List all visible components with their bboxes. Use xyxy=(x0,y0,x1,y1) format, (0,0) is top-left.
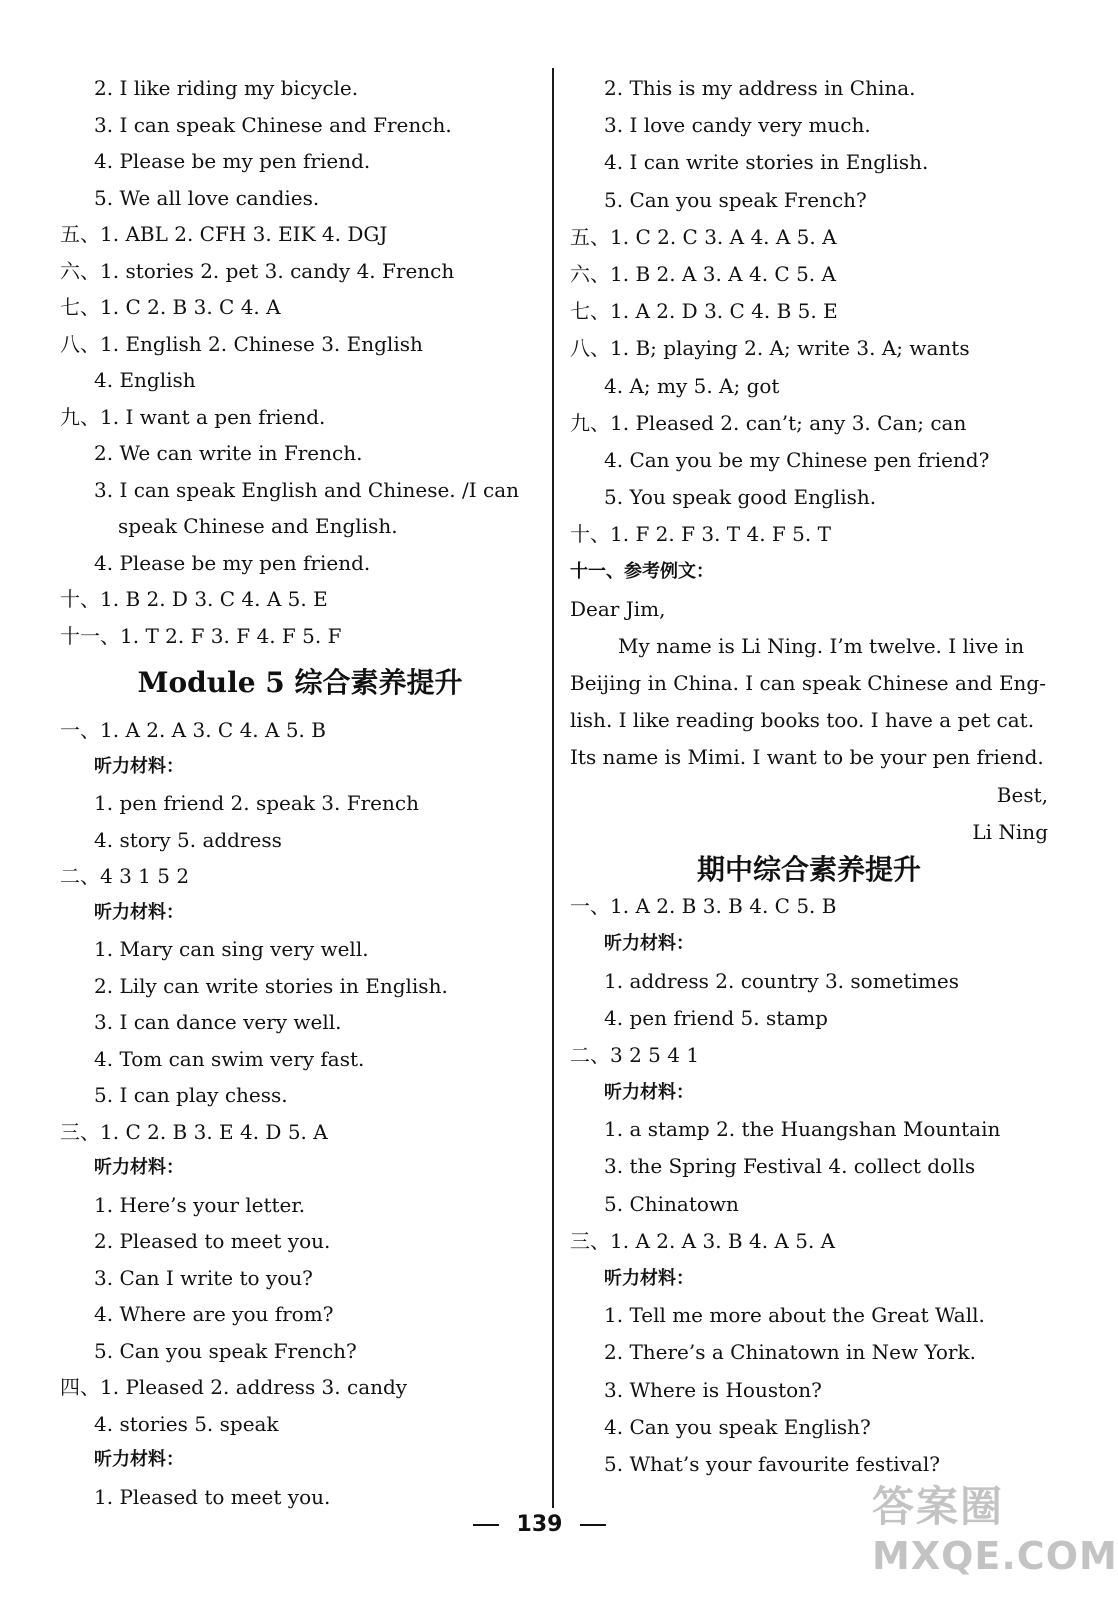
answer-line: 1. pen friend 2. speak 3. French xyxy=(94,791,419,815)
answer-line: 2. There’s a Chinatown in New York. xyxy=(604,1340,976,1365)
answer-line: 四、1. Pleased 2. address 3. candy xyxy=(60,1375,408,1399)
answer-line: 听力材料： xyxy=(94,1449,184,1470)
answer-line: 3. Can I write to you? xyxy=(94,1265,313,1290)
answer-line: 3. I can speak Chinese and French. xyxy=(94,112,452,137)
right-column xyxy=(570,70,1048,1483)
answer-line: 一、1. A 2. B 3. B 4. C 5. B xyxy=(570,894,837,919)
answer-line: Beijing in China. I can speak Chinese and Eng- xyxy=(570,671,1046,695)
answer-line: 2. Pleased to meet you. xyxy=(94,1229,331,1253)
answer-line: 十一、参考例文： xyxy=(570,561,714,583)
answer-line: 听力材料： xyxy=(94,901,184,923)
answer-line: 七、1. A 2. D 3. C 4. B 5. E xyxy=(570,299,838,324)
answer-line: 5. What’s your favourite festival? xyxy=(604,1451,940,1476)
section-title: Module 5 综合素养提升 xyxy=(137,666,463,699)
answer-line: 3. I can dance very well. xyxy=(94,1010,342,1034)
left-column xyxy=(60,70,540,1515)
answer-line: 5. I can play chess. xyxy=(94,1083,288,1107)
footer-dash-left xyxy=(473,1524,499,1526)
answer-line: 3. I can speak English and Chinese. /I can xyxy=(94,477,520,502)
answer-line: 5. Chinatown xyxy=(604,1191,739,1216)
answer-line: speak Chinese and English. xyxy=(118,514,398,538)
column-divider xyxy=(552,68,554,1508)
answer-line: 2. We can write in French. xyxy=(94,441,363,465)
answer-line: 2. This is my address in China. xyxy=(604,76,916,100)
answer-line: 听力材料： xyxy=(94,1157,184,1178)
watermark-bottom-text: MXQE.COM xyxy=(872,1534,1118,1578)
answer-line: 二、3 2 5 4 1 xyxy=(570,1042,700,1067)
answer-line: 八、1. B; playing 2. A; write 3. A; wants xyxy=(570,336,970,361)
answer-line: 4. Please be my pen friend. xyxy=(94,149,371,173)
answer-line: 5. Can you speak French? xyxy=(604,187,867,212)
answer-line: 1. Mary can sing very well. xyxy=(94,937,369,961)
answer-line: 十、1. F 2. F 3. T 4. F 5. T xyxy=(570,522,831,547)
answer-line: 4. story 5. address xyxy=(94,827,282,852)
page-number: 139 xyxy=(516,1512,563,1537)
answer-line: 七、1. C 2. B 3. C 4. A xyxy=(60,295,281,319)
answer-line: Its name is Mimi. I want to be your pen friend. xyxy=(570,745,1044,770)
answer-line: My name is Li Ning. I’m twelve. I live in xyxy=(618,633,1025,658)
answer-line: 4. English xyxy=(94,368,196,392)
answer-line: lish. I like reading books too. I have a pet cat. xyxy=(570,708,1035,733)
answer-line: Li Ning xyxy=(972,819,1048,844)
answer-line: 九、1. I want a pen friend. xyxy=(60,404,326,429)
answer-line: 六、1. stories 2. pet 3. candy 4. French xyxy=(60,258,455,283)
answer-line: 一、1. A 2. A 3. C 4. A 5. B xyxy=(60,718,326,742)
answer-line: 五、1. ABL 2. CFH 3. EIK 4. DGJ xyxy=(60,222,388,246)
answer-line: 3. I love candy very much. xyxy=(604,113,871,138)
answer-line: 九、1. Pleased 2. can’t; any 3. Can; can xyxy=(570,410,967,435)
answer-line: 八、1. English 2. Chinese 3. English xyxy=(60,331,423,356)
answer-line: 4. Can you speak English? xyxy=(604,1414,871,1439)
answer-line: 三、1. A 2. A 3. B 4. A 5. A xyxy=(570,1228,836,1253)
answer-line: 1. a stamp 2. the Huangshan Mountain xyxy=(604,1117,1001,1142)
answer-line: 4. Where are you from? xyxy=(94,1302,334,1326)
answer-line: 4. Can you be my Chinese pen friend? xyxy=(604,447,990,472)
answer-line: 3. the Spring Festival 4. collect dolls xyxy=(604,1154,976,1179)
section-title: 期中综合素养提升 xyxy=(696,852,921,886)
answer-line: 5. Can you speak French? xyxy=(94,1338,357,1363)
answer-line: 5. You speak good English. xyxy=(604,485,877,510)
answer-line: 六、1. B 2. A 3. A 4. C 5. A xyxy=(570,261,836,286)
answer-line: 听力材料： xyxy=(604,933,694,955)
answer-line: 4. Tom can swim very fast. xyxy=(94,1046,365,1071)
watermark-logo xyxy=(872,1474,1118,1592)
answer-line: 五、1. C 2. C 3. A 4. A 5. A xyxy=(570,224,837,249)
answer-line: 4. Please be my pen friend. xyxy=(94,550,371,575)
answer-line: 1. address 2. country 3. sometimes xyxy=(604,968,959,993)
footer-dash-right xyxy=(580,1524,606,1526)
watermark-top-text: 答案圈 xyxy=(872,1482,1005,1531)
answer-line: 听力材料： xyxy=(94,755,184,777)
answer-line: 2. Lily can write stories in English. xyxy=(94,973,448,998)
answer-line: 4. A; my 5. A; got xyxy=(604,373,780,398)
answer-line: Best, xyxy=(996,782,1048,807)
answer-line: 听力材料： xyxy=(604,1268,694,1289)
answer-line: 二、4 3 1 5 2 xyxy=(60,864,190,888)
answer-line: 十、1. B 2. D 3. C 4. A 5. E xyxy=(60,587,328,611)
answer-line: 4. stories 5. speak xyxy=(94,1411,279,1436)
answer-line: 1. Here’s your letter. xyxy=(94,1192,306,1217)
answer-line: 5. We all love candies. xyxy=(94,185,320,210)
answer-line: 4. pen friend 5. stamp xyxy=(604,1005,828,1030)
answer-line: 4. I can write stories in English. xyxy=(604,150,929,175)
answer-line: 1. Pleased to meet you. xyxy=(94,1484,331,1509)
answer-line: 十一、1. T 2. F 3. F 4. F 5. F xyxy=(60,623,342,648)
answer-line: 三、1. C 2. B 3. E 4. D 5. A xyxy=(60,1119,328,1144)
answer-line: 2. I like riding my bicycle. xyxy=(94,76,359,100)
answer-line: 听力材料： xyxy=(604,1082,694,1104)
answer-line: 1. Tell me more about the Great Wall. xyxy=(604,1303,985,1328)
answer-line: Dear Jim, xyxy=(570,596,666,621)
answer-line: 3. Where is Houston? xyxy=(604,1377,822,1402)
